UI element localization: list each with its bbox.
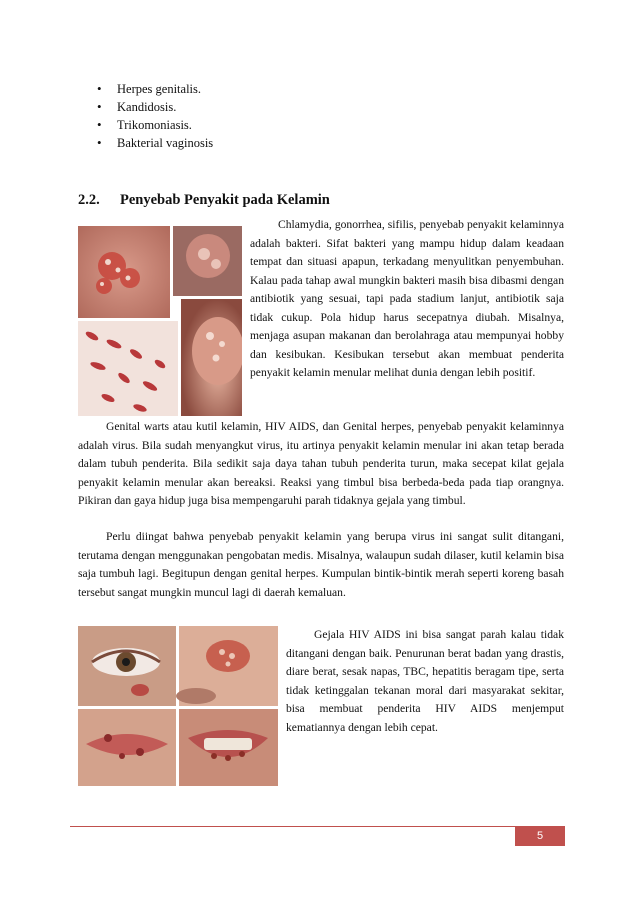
list-item: • Bakterial vaginosis [95, 134, 213, 152]
list-item: • Herpes genitalis. [95, 80, 213, 98]
footer-rule [70, 826, 515, 827]
paragraph-virus: Genital warts atau kutil kelamin, HIV AIDS, dan Genital herpes, penyebab penyakit kelaminnya adalah virus. Bila sudah menyangkut virus, itu artinya penyakit kelamin menular ini akan tetap berada dalam tubuh penderita. Bila sedikit saja daya tahan tubuh penderita turun, maka secepat kilat gejala penyakit kelamin menular akan bereaksi. Reaksi yang timbul bisa berbeda-beda pada tiap orangnya. Pikiran dan gaya hidup juga bisa mempengaruhi parah tidaknya gejala yang timbul. [78, 420, 564, 507]
paragraph-virus-treatment: Perlu diingat bahwa penyebab penyakit kelamin yang berupa virus ini sangat sulit ditangani, terutama dengan menggunakan pengobatan medis. Misalnya, walaupun sudah dilaser, kutil kelamin bisa saja tumbuh lagi. Begitupun dengan genital herpes. Kumpulan bintik-bintik merah seperti koreng basah tersebut sangat mungkin muncul lagi di daerah kemaluan. [78, 530, 564, 599]
hiv-symptoms-photo [78, 626, 278, 786]
page-number: 5 [515, 826, 565, 846]
section-title: Penyebab Penyakit pada Kelamin [120, 192, 330, 208]
list-item: • Kandidosis. [95, 98, 213, 116]
paragraph-bacteria: Chlamydia, gonorrhea, sifilis, penyebab penyakit kelaminnya adalah bakteri. Sifat bakteri yang mampu hidup dalam keadaan tempat dan situasi apapun, terkadang menyulitkan penyembuhan. Kalau pada tahap awal mungkin bakteri masih bisa dibasmi dengan antibiotik yang sesuai, tapi pada stadium lanjut, antibiotik saja tidak cukup. Pola hidup harus secepatnya diubah. Misalnya, menjaga asupan makanan dan berolahraga atau mempunyai hobby dan kesibukan. Kesibukan tersebut akan membuat penderita penyakit kelamin menular melihat dunia dengan lebih positif. [250, 218, 564, 379]
list-item: • Trikomoniasis. [95, 116, 213, 134]
disease-list [95, 80, 213, 152]
section-number: 2.2. [78, 192, 100, 208]
herpes-lesions-photo [78, 226, 242, 416]
section-heading [78, 192, 330, 209]
paragraph-hiv-symptoms: Gejala HIV AIDS ini bisa sangat parah kalau tidak ditangani dengan baik. Penurunan berat badan yang drastis, diare berat, sesak napas, TBC, hepatitis beragam tipe, serta tidak ketinggalan tekanan moral dari masyarakat sekitar, bisa membuat penderita HIV AIDS menjemput kematiannya dengan lebih cepat. [286, 628, 564, 734]
